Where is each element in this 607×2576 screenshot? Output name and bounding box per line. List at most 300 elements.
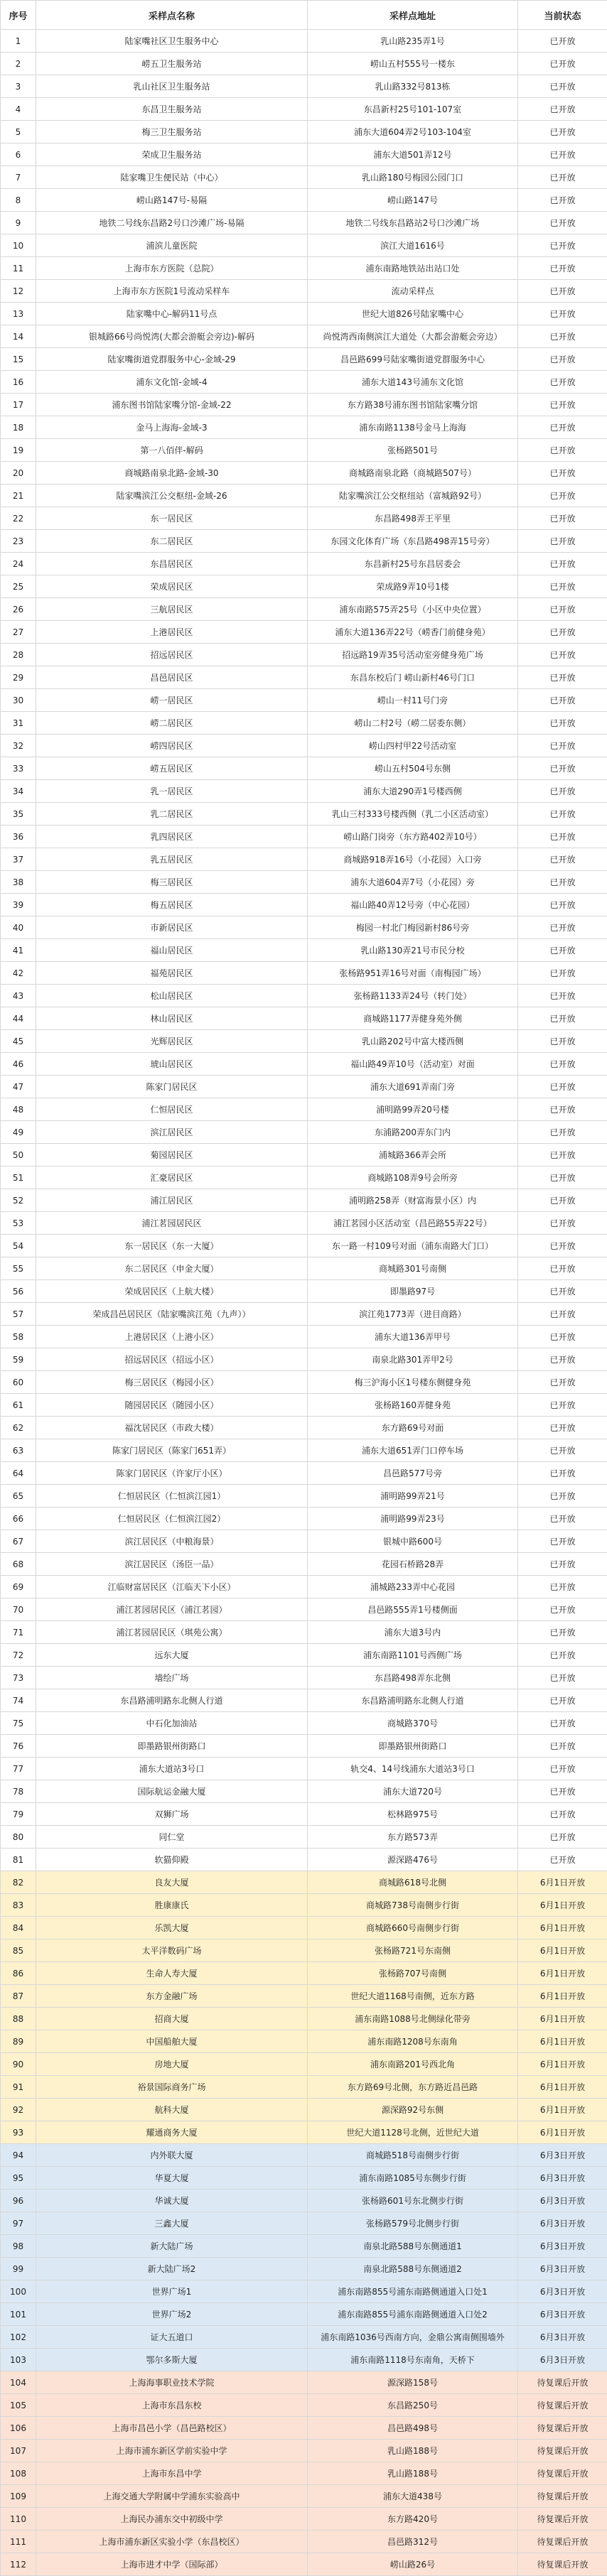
cell-site-name: 崂二居民区: [36, 712, 308, 735]
cell-site-address: 浦东南路1085号东侧步行街: [308, 2167, 518, 2190]
cell-site-address: 滨江大道1616号: [308, 234, 518, 257]
cell-site-address: 梅三沪海小区1号楼东侧健身苑: [308, 1371, 518, 1394]
cell-index: 60: [1, 1371, 36, 1394]
cell-site-name: 生命人寿大厦: [36, 1962, 308, 1985]
cell-index: 80: [1, 1826, 36, 1849]
table-row: [1, 757, 607, 780]
cell-index: 57: [1, 1303, 36, 1326]
cell-status: 已开放: [518, 166, 607, 189]
cell-status: 已开放: [518, 1371, 607, 1394]
cell-index: 39: [1, 894, 36, 916]
cell-index: 47: [1, 1076, 36, 1098]
table-row: [1, 712, 607, 735]
cell-status: 已开放: [518, 234, 607, 257]
cell-status: 6月1日开放: [518, 1985, 607, 2008]
cell-status: 已开放: [518, 98, 607, 121]
table-row: [1, 780, 607, 803]
cell-site-name: 仁恒居民区（仁恒滨江园1）: [36, 1485, 308, 1508]
cell-site-address: 即墨路银州街路口: [308, 1735, 518, 1758]
cell-status: 已开放: [518, 666, 607, 689]
cell-site-address: 浦东大道604弄7号（小花园）旁: [308, 871, 518, 894]
table-row: [1, 1644, 607, 1667]
cell-index: 20: [1, 462, 36, 485]
cell-site-address: 乳山路235弄1号: [308, 30, 518, 53]
cell-status: 已开放: [518, 1849, 607, 1871]
cell-site-name: 荣成居民区: [36, 575, 308, 598]
cell-status: 已开放: [518, 826, 607, 848]
table-row: [1, 2371, 607, 2394]
cell-status: 已开放: [518, 462, 607, 485]
cell-site-name: 东昌居民区: [36, 553, 308, 575]
cell-status: 待复课后开放: [518, 2553, 607, 2576]
cell-site-address: 东昌新村25号东昌居委会: [308, 553, 518, 575]
cell-status: 已开放: [518, 1508, 607, 1530]
table-row: [1, 530, 607, 553]
table-row: [1, 1735, 607, 1758]
table-row: [1, 2303, 607, 2326]
cell-index: 69: [1, 1576, 36, 1598]
table-row: [1, 2508, 607, 2531]
cell-index: 76: [1, 1735, 36, 1758]
cell-index: 44: [1, 1007, 36, 1030]
cell-site-address: 浦东南路地铁站出站口处: [308, 257, 518, 280]
cell-site-name: 浦江茗园居民区（浦江茗园）: [36, 1598, 308, 1621]
cell-site-address: 浦东南路855号浦东南路侧通道入口处2: [308, 2303, 518, 2326]
table-row: [1, 485, 607, 507]
cell-site-address: 昌邑路699号陆家嘴街道党群服务中心: [308, 348, 518, 371]
table-row: [1, 2485, 607, 2508]
cell-site-address: 浦东大道501弄12号: [308, 144, 518, 166]
cell-site-address: 浦明路99弄20号楼: [308, 1098, 518, 1121]
table-row: [1, 1280, 607, 1303]
cell-site-name: 招远居民区: [36, 644, 308, 666]
cell-site-address: 东园文化体育广场（东昌路498弄15号旁）: [308, 530, 518, 553]
cell-status: 已开放: [518, 75, 607, 98]
table-row: [1, 53, 607, 75]
cell-site-address: 商城路918弄16号（小花园）入口旁: [308, 848, 518, 871]
table-row: [1, 2121, 607, 2144]
cell-site-name: 崂四居民区: [36, 735, 308, 757]
cell-site-name: 华诚大厦: [36, 2190, 308, 2212]
table-row: [1, 803, 607, 826]
table-row: [1, 894, 607, 916]
cell-status: 已开放: [518, 644, 607, 666]
cell-site-address: 东一路一村109号对面（浦东南路大门口）: [308, 1235, 518, 1257]
table-row: [1, 1985, 607, 2008]
cell-status: 已开放: [518, 553, 607, 575]
cell-status: 已开放: [518, 1121, 607, 1144]
cell-site-name: 上海市进才中学（国际部）: [36, 2553, 308, 2576]
cell-index: 30: [1, 689, 36, 712]
cell-status: 已开放: [518, 1280, 607, 1303]
cell-site-address: 浦明路99弄23号: [308, 1508, 518, 1530]
cell-index: 34: [1, 780, 36, 803]
cell-index: 86: [1, 1962, 36, 1985]
cell-status: 已开放: [518, 1257, 607, 1280]
table-row: [1, 621, 607, 644]
cell-site-address: 招远路19弄35号活动室旁健身苑广场: [308, 644, 518, 666]
cell-site-name: 墙绘广场: [36, 1667, 308, 1689]
cell-site-address: 浦东大道651弄门口停车场: [308, 1439, 518, 1462]
cell-status: 已开放: [518, 530, 607, 553]
cell-site-name: 陆家嘴中心-解码11号点: [36, 303, 308, 325]
table-row: [1, 1257, 607, 1280]
cell-index: 18: [1, 416, 36, 439]
cell-status: 已开放: [518, 1530, 607, 1553]
table-row: [1, 1007, 607, 1030]
cell-site-address: 浦东大道136弄甲号: [308, 1326, 518, 1348]
table-row: [1, 2258, 607, 2280]
cell-site-name: 林山居民区: [36, 1007, 308, 1030]
cell-index: 21: [1, 485, 36, 507]
table-row: [1, 2167, 607, 2190]
cell-status: 待复课后开放: [518, 2394, 607, 2417]
cell-index: 105: [1, 2394, 36, 2417]
table-row: [1, 1348, 607, 1371]
cell-site-address: 流动采样点: [308, 280, 518, 303]
cell-status: 已开放: [518, 439, 607, 462]
table-row: [1, 1894, 607, 1917]
cell-site-address: 东方路573弄: [308, 1826, 518, 1849]
cell-site-address: 浦东大道143号浦东文化馆: [308, 371, 518, 394]
cell-site-name: 同仁堂: [36, 1826, 308, 1849]
cell-site-name: 上海市浦东新区学前实验中学: [36, 2440, 308, 2462]
cell-site-address: 浦东南路1138号金马上海海: [308, 416, 518, 439]
cell-site-name: 市新居民区: [36, 916, 308, 939]
cell-status: 已开放: [518, 1030, 607, 1053]
cell-site-address: 崂山一村11号门旁: [308, 689, 518, 712]
cell-status: 已开放: [518, 1235, 607, 1257]
table-row: [1, 2349, 607, 2371]
cell-index: 48: [1, 1098, 36, 1121]
cell-status: 已开放: [518, 1485, 607, 1508]
cell-status: 6月1日开放: [518, 1871, 607, 1894]
cell-site-name: 滨江居民区（中粮海景）: [36, 1530, 308, 1553]
cell-site-address: 张杨路160弄健身苑: [308, 1394, 518, 1417]
cell-status: 已开放: [518, 416, 607, 439]
cell-status: 已开放: [518, 1098, 607, 1121]
table-row: [1, 962, 607, 985]
cell-site-address: 福山路49弄10号（活动室）对面: [308, 1053, 518, 1076]
cell-site-address: 商城路南泉北路（商城路507号）: [308, 462, 518, 485]
cell-index: 28: [1, 644, 36, 666]
cell-site-address: 南泉北路588号东侧通道1: [308, 2235, 518, 2258]
cell-index: 25: [1, 575, 36, 598]
table-row: [1, 1212, 607, 1235]
cell-site-address: 东方路38号浦东图书馆陆家嘴分馆: [308, 394, 518, 416]
cell-status: 6月3日开放: [518, 2303, 607, 2326]
table-row: [1, 553, 607, 575]
table-row: [1, 1553, 607, 1576]
cell-status: 已开放: [518, 1553, 607, 1576]
cell-site-name: 世界广场2: [36, 2303, 308, 2326]
cell-site-address: 浦东大道290弄1号楼西侧: [308, 780, 518, 803]
cell-site-name: 浦东大道站3号口: [36, 1758, 308, 1780]
cell-index: 87: [1, 1985, 36, 2008]
cell-index: 65: [1, 1485, 36, 1508]
cell-status: 已开放: [518, 1348, 607, 1371]
cell-status: 已开放: [518, 1803, 607, 1826]
cell-status: 已开放: [518, 1189, 607, 1212]
table-row: [1, 75, 607, 98]
cell-status: 已开放: [518, 757, 607, 780]
cell-site-name: 浦东图书馆陆家嘴分馆-金域-22: [36, 394, 308, 416]
cell-site-name: 良友大厦: [36, 1871, 308, 1894]
cell-site-address: 浦东大道3号内: [308, 1621, 518, 1644]
header-status: 当前状态: [518, 1, 607, 30]
cell-site-address: 商城路370号: [308, 1712, 518, 1735]
cell-status: 6月3日开放: [518, 2235, 607, 2258]
table-row: [1, 416, 607, 439]
cell-site-name: 招商大厦: [36, 2008, 308, 2030]
table-row: [1, 1803, 607, 1826]
cell-site-address: 崂山五村504号东侧: [308, 757, 518, 780]
cell-status: 已开放: [518, 575, 607, 598]
cell-site-name: 胜康康氏: [36, 1894, 308, 1917]
table-row: [1, 735, 607, 757]
cell-index: 9: [1, 212, 36, 234]
cell-site-name: 航科大厦: [36, 2099, 308, 2121]
cell-index: 14: [1, 325, 36, 348]
cell-site-name: 福苑居民区: [36, 962, 308, 985]
cell-site-name: 上港居民区（上港小区）: [36, 1326, 308, 1348]
cell-index: 17: [1, 394, 36, 416]
table-row: [1, 2280, 607, 2303]
cell-index: 45: [1, 1030, 36, 1053]
cell-status: 已开放: [518, 1144, 607, 1167]
table-row: [1, 689, 607, 712]
cell-index: 78: [1, 1780, 36, 1803]
table-row: [1, 348, 607, 371]
table-row: [1, 166, 607, 189]
table-row: [1, 2008, 607, 2030]
cell-site-name: 陆家嘴社区卫生服务中心: [36, 30, 308, 53]
cell-status: 已开放: [518, 189, 607, 212]
cell-index: 2: [1, 53, 36, 75]
cell-site-name: 乳一居民区: [36, 780, 308, 803]
cell-index: 92: [1, 2099, 36, 2121]
cell-site-name: 上海市东昌中学: [36, 2462, 308, 2485]
cell-site-name: 乳山社区卫生服务站: [36, 75, 308, 98]
cell-site-address: 昌邑路498号: [308, 2417, 518, 2440]
cell-site-name: 滨江居民区（汤臣一品）: [36, 1553, 308, 1576]
cell-status: 6月3日开放: [518, 2258, 607, 2280]
table-row: [1, 1962, 607, 1985]
cell-index: 11: [1, 257, 36, 280]
cell-index: 27: [1, 621, 36, 644]
cell-site-name: 国际航运金融大厦: [36, 1780, 308, 1803]
cell-status: 已开放: [518, 1826, 607, 1849]
table-row: [1, 1439, 607, 1462]
cell-index: 42: [1, 962, 36, 985]
cell-site-name: 光辉居民区: [36, 1030, 308, 1053]
table-row: [1, 1871, 607, 1894]
cell-site-address: 陆家嘴滨江公交枢纽站（富城路92号）: [308, 485, 518, 507]
cell-site-address: 东昌路498弄东北侧: [308, 1667, 518, 1689]
cell-status: 6月3日开放: [518, 2212, 607, 2235]
cell-site-address: 东方路420号: [308, 2508, 518, 2531]
cell-status: 已开放: [518, 121, 607, 144]
cell-index: 7: [1, 166, 36, 189]
cell-site-address: 张杨路1133弄24号（转门处）: [308, 985, 518, 1007]
cell-index: 15: [1, 348, 36, 371]
table-row: [1, 303, 607, 325]
cell-site-name: 梅三居民区: [36, 871, 308, 894]
cell-site-address: 昌邑路555弄1号楼侧面: [308, 1598, 518, 1621]
cell-status: 已开放: [518, 144, 607, 166]
cell-site-name: 浦滨儿童医院: [36, 234, 308, 257]
cell-site-name: 崂五居民区: [36, 757, 308, 780]
cell-status: 已开放: [518, 962, 607, 985]
cell-status: 已开放: [518, 30, 607, 53]
table-row: [1, 1144, 607, 1167]
cell-index: 102: [1, 2326, 36, 2349]
cell-site-address: 东昌路浦明路东北侧人行道: [308, 1689, 518, 1712]
cell-site-address: 松林路975号: [308, 1803, 518, 1826]
cell-site-address: 昌邑路312号: [308, 2531, 518, 2553]
cell-site-address: 崂山路26号: [308, 2553, 518, 2576]
cell-site-name: 陆家嘴街道党群服务中心-金域-29: [36, 348, 308, 371]
cell-status: 待复课后开放: [518, 2462, 607, 2485]
cell-site-address: 地铁二号线东昌路站2号口沙滩广场: [308, 212, 518, 234]
cell-site-address: 乳山路180号梅园公园门口: [308, 166, 518, 189]
table-row: [1, 575, 607, 598]
cell-site-name: 浦江茗园居民区（琪苑公寓）: [36, 1621, 308, 1644]
cell-index: 22: [1, 507, 36, 530]
cell-site-name: 滨江居民区: [36, 1121, 308, 1144]
cell-site-address: 崂山路147号: [308, 189, 518, 212]
cell-site-name: 浦东文化馆-金域-4: [36, 371, 308, 394]
table-row: [1, 1303, 607, 1326]
cell-index: 89: [1, 2030, 36, 2053]
cell-site-address: 东昌新村25号101-107室: [308, 98, 518, 121]
table-row: [1, 1121, 607, 1144]
table-row: [1, 826, 607, 848]
cell-index: 73: [1, 1667, 36, 1689]
cell-site-name: 新大陆广场2: [36, 2258, 308, 2280]
cell-site-name: 陆家嘴滨江公交枢纽-金域-26: [36, 485, 308, 507]
cell-status: 6月1日开放: [518, 2008, 607, 2030]
cell-site-name: 东一居民区: [36, 507, 308, 530]
table-row: [1, 144, 607, 166]
cell-site-address: 浦东南路575弄25号（小区中央位置）: [308, 598, 518, 621]
table-row: [1, 2462, 607, 2485]
cell-site-name: 地铁二号线东昌路2号口沙滩广场-易隔: [36, 212, 308, 234]
cell-site-address: 南泉北路588号东侧通道2: [308, 2258, 518, 2280]
cell-site-address: 乳山三村333号楼西侧（乳二小区活动室）: [308, 803, 518, 826]
table-row: [1, 1053, 607, 1076]
table-row: [1, 394, 607, 416]
cell-site-name: 东一居民区（东一大厦）: [36, 1235, 308, 1257]
cell-site-name: 商城路南泉北路-金域-30: [36, 462, 308, 485]
cell-index: 66: [1, 1508, 36, 1530]
cell-site-address: 浦东大道691弄南门旁: [308, 1076, 518, 1098]
cell-status: 已开放: [518, 348, 607, 371]
cell-site-address: 东方路69号北侧，东方路近昌邑路: [308, 2076, 518, 2099]
cell-index: 96: [1, 2190, 36, 2212]
cell-site-name: 乳四居民区: [36, 826, 308, 848]
cell-status: 待复课后开放: [518, 2440, 607, 2462]
cell-index: 24: [1, 553, 36, 575]
cell-index: 13: [1, 303, 36, 325]
cell-status: 已开放: [518, 894, 607, 916]
cell-site-name: 东昌路浦明路东北侧人行道: [36, 1689, 308, 1712]
cell-site-address: 世纪大道1168号南侧，近东方路: [308, 1985, 518, 2008]
table-row: [1, 1485, 607, 1508]
cell-site-name: 世界广场1: [36, 2280, 308, 2303]
cell-index: 8: [1, 189, 36, 212]
cell-index: 50: [1, 1144, 36, 1167]
table-row: [1, 2030, 607, 2053]
table-row: [1, 2190, 607, 2212]
cell-site-name: 软猫仰殿: [36, 1849, 308, 1871]
cell-site-address: 东浦路200弄东门内: [308, 1121, 518, 1144]
cell-site-name: 双狮广场: [36, 1803, 308, 1826]
cell-site-name: 荣成昌邑居民区（陆家嘴滨江苑（九声））: [36, 1303, 308, 1326]
cell-site-name: 上海市东方医院（总院）: [36, 257, 308, 280]
cell-status: 已开放: [518, 371, 607, 394]
cell-status: 已开放: [518, 1326, 607, 1348]
table-row: [1, 1758, 607, 1780]
table-row: [1, 1826, 607, 1849]
table-row: [1, 257, 607, 280]
header-index: 序号: [1, 1, 36, 30]
cell-site-address: 商城路301号南侧: [308, 1257, 518, 1280]
cell-site-name: 上海海事职业技术学院: [36, 2371, 308, 2394]
cell-status: 已开放: [518, 1689, 607, 1712]
cell-index: 71: [1, 1621, 36, 1644]
cell-status: 6月3日开放: [518, 2167, 607, 2190]
cell-index: 33: [1, 757, 36, 780]
cell-index: 70: [1, 1598, 36, 1621]
cell-site-address: 张杨路721号东南侧: [308, 1939, 518, 1962]
cell-index: 54: [1, 1235, 36, 1257]
cell-index: 26: [1, 598, 36, 621]
cell-status: 已开放: [518, 1417, 607, 1439]
table-row: [1, 1598, 607, 1621]
table-row: [1, 1462, 607, 1485]
cell-site-address: 乳山路130弄21号市民分校: [308, 939, 518, 962]
cell-index: 109: [1, 2485, 36, 2508]
table-row: [1, 234, 607, 257]
cell-site-address: 浦东大道720号: [308, 1780, 518, 1803]
cell-index: 94: [1, 2144, 36, 2167]
cell-site-address: 世纪大道1128号北侧，近世纪大道: [308, 2121, 518, 2144]
cell-status: 已开放: [518, 257, 607, 280]
table-row: [1, 507, 607, 530]
table-row: [1, 1576, 607, 1598]
cell-site-name: 上港居民区: [36, 621, 308, 644]
header-site-address: 采样点地址: [308, 1, 518, 30]
cell-site-address: 浦东南路1088号北侧绿化带旁: [308, 2008, 518, 2030]
cell-site-name: 内外联大厦: [36, 2144, 308, 2167]
cell-index: 93: [1, 2121, 36, 2144]
cell-index: 99: [1, 2258, 36, 2280]
cell-status: 已开放: [518, 1462, 607, 1485]
table-row: [1, 1667, 607, 1689]
cell-index: 43: [1, 985, 36, 1007]
cell-site-address: 浦江茗园小区活动室（昌邑路55弄22号）: [308, 1212, 518, 1235]
cell-site-name: 陆家嘴卫生便民站（中心）: [36, 166, 308, 189]
cell-site-name: 随园居民区（随园小区）: [36, 1394, 308, 1417]
table-row: [1, 212, 607, 234]
table-row: [1, 30, 607, 53]
cell-site-address: 商城路738号南侧步行街: [308, 1894, 518, 1917]
table-row: [1, 2212, 607, 2235]
table-row: [1, 1098, 607, 1121]
cell-site-name: 上海市东昌东校: [36, 2394, 308, 2417]
cell-site-name: 琥山居民区: [36, 1053, 308, 1076]
